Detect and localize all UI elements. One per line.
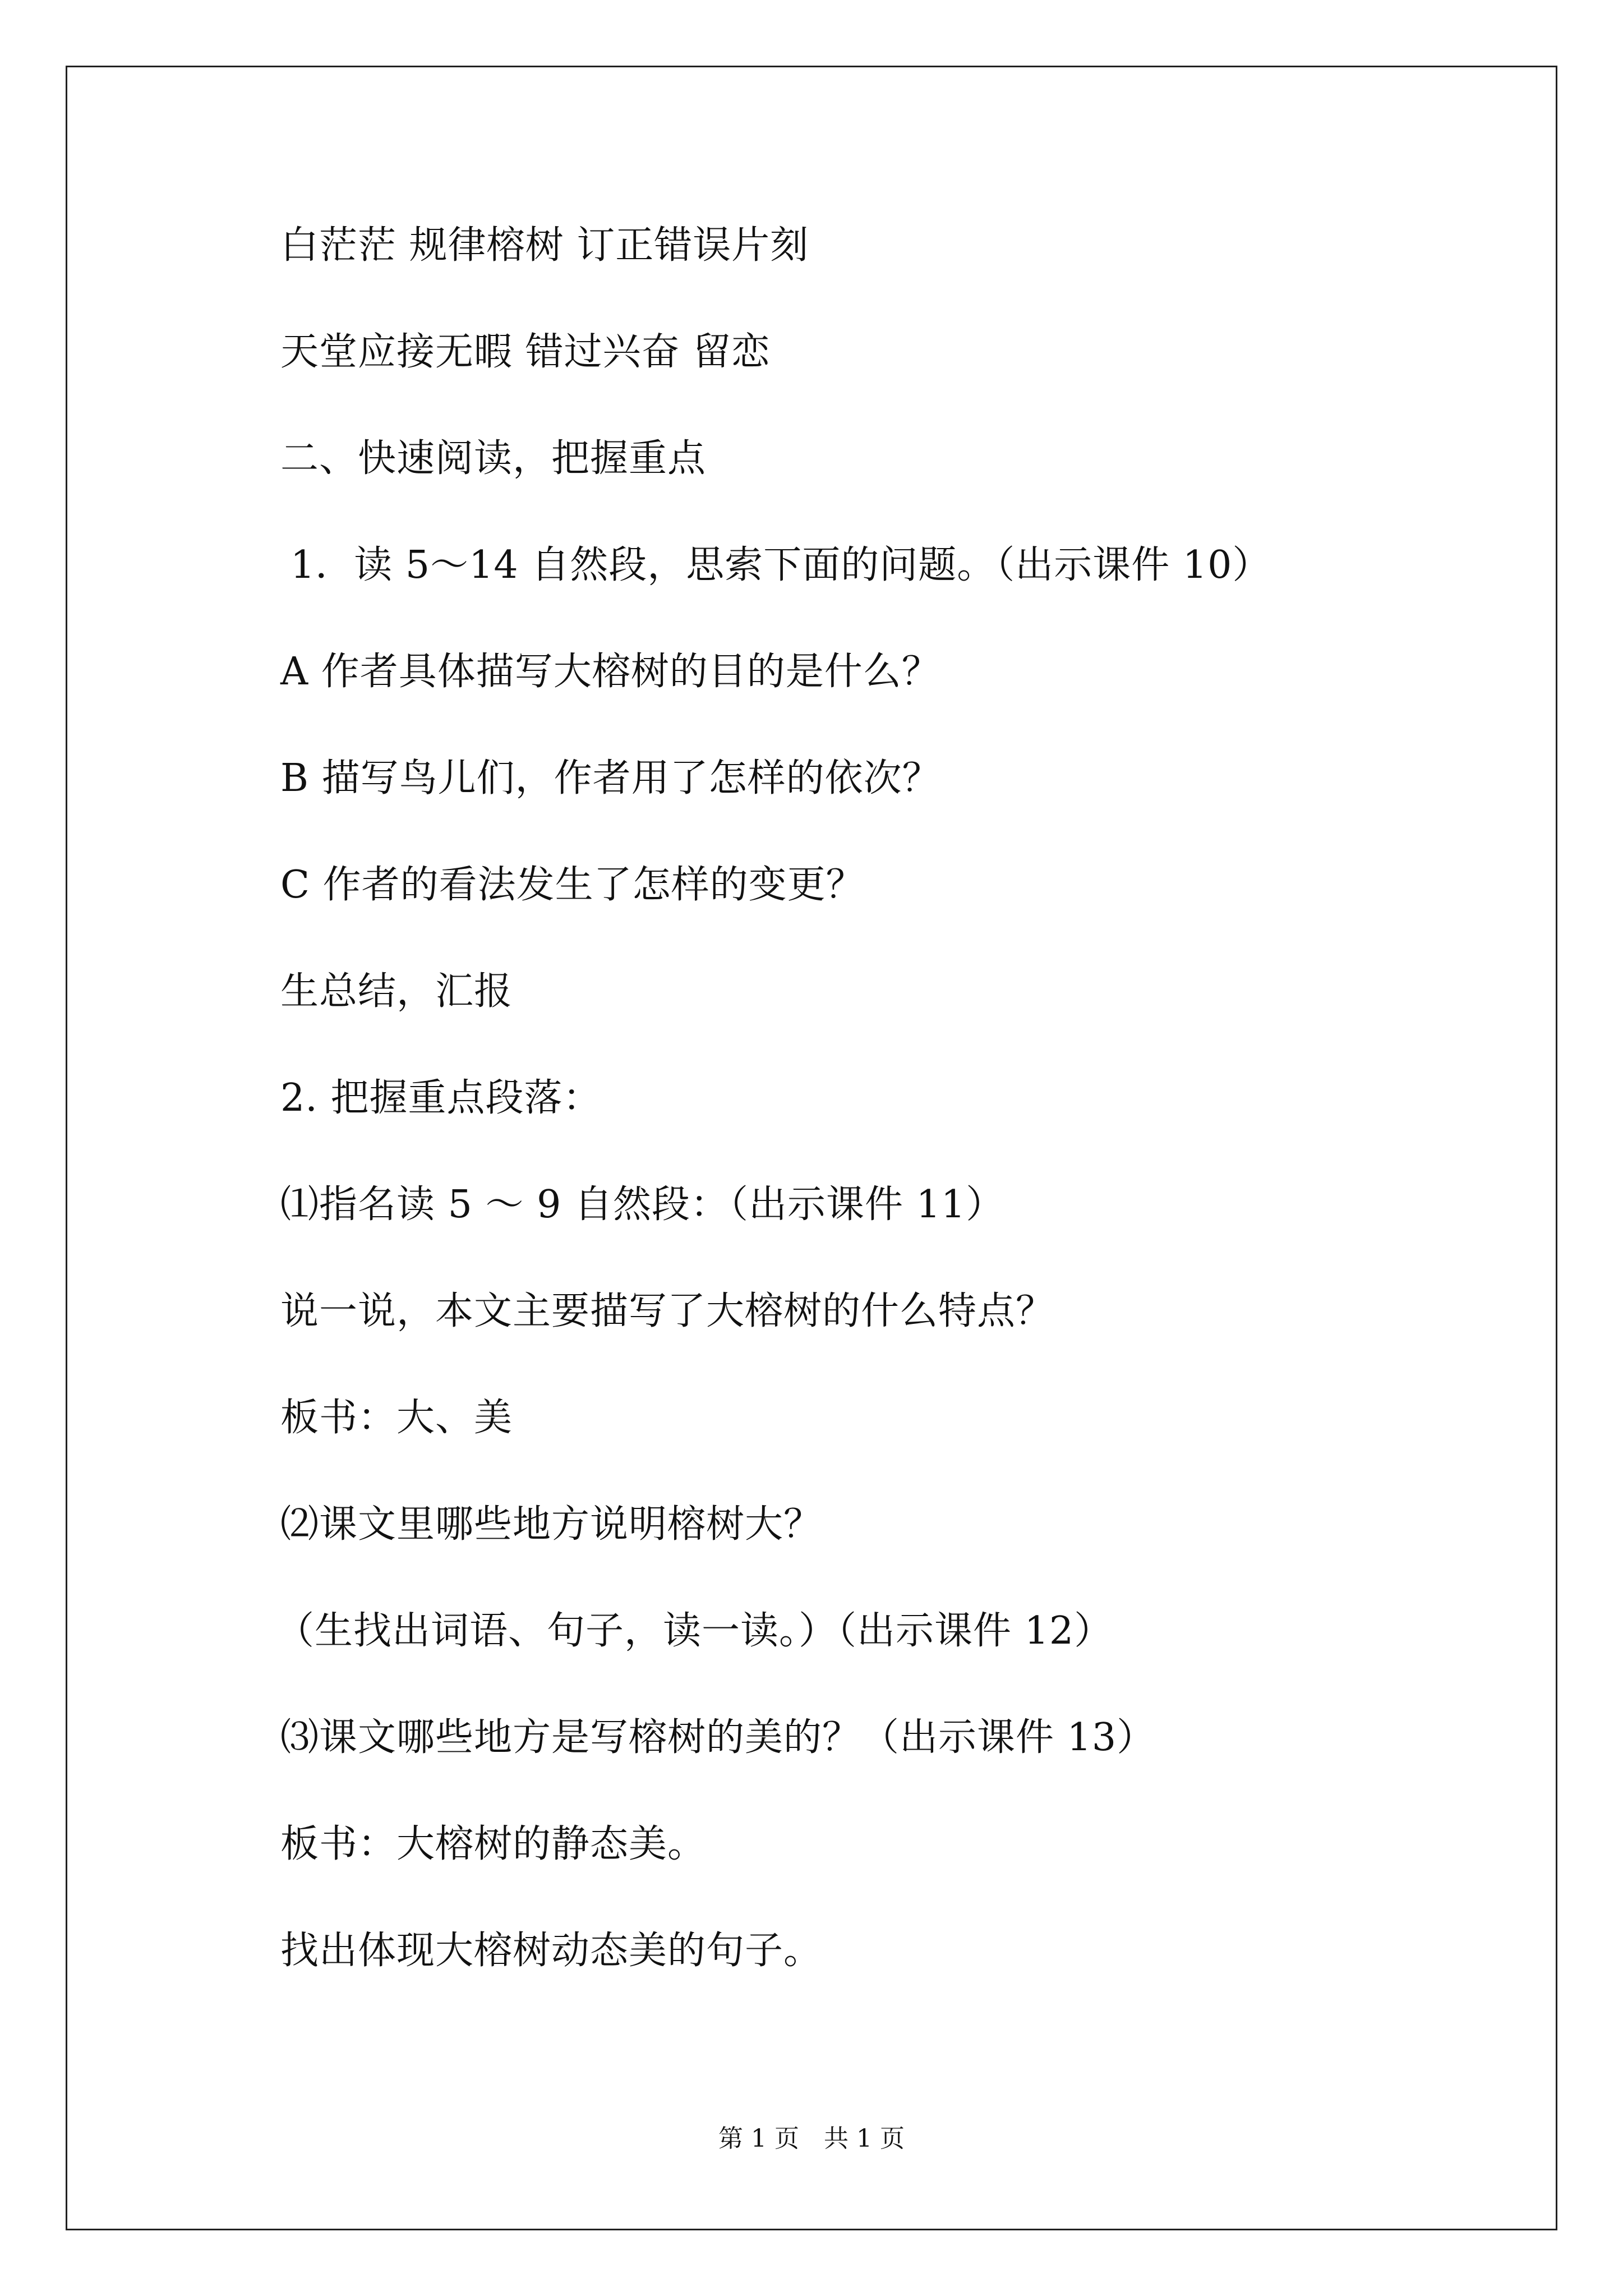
document-body (276, 223, 1458, 2035)
question-c: C 作者的看法发生了怎样的变更？ (280, 863, 865, 907)
board-note-1: 板书：大、美 (280, 1396, 513, 1440)
discussion-prompt: 说一说，本文主要描写了大榕树的什么特点？ (280, 1289, 1055, 1333)
step-1: ⑴指名读 5 ～ 9 自然段：（出示课件 11） (280, 1182, 1005, 1227)
vocab-line-1: 白茫茫 规律榕树 订正错误片刻 (280, 223, 809, 268)
page-footer: 第 1 页 共 1 页 (718, 2124, 905, 2153)
student-summary: 生总结，汇报 (280, 969, 513, 1014)
task-2-heading: 2. 把握重点段落： (280, 1076, 602, 1120)
question-b: B 描写鸟儿们，作者用了怎样的依次？ (280, 756, 941, 800)
board-note-2: 板书：大榕树的静态美。 (280, 1822, 707, 1866)
step-2-activity: （生找出词语、句子，读一读。）（出示课件 12） (276, 1609, 1113, 1653)
task-1: 1．读 5～14 自然段，思索下面的问题。（出示课件 10） (291, 543, 1271, 587)
step-2: ⑵课文里哪些地方说明榕树大？ (280, 1502, 823, 1547)
question-a: A 作者具体描写大榕树的目的是什么？ (280, 650, 940, 694)
section-heading: 二、快速阅读，把握重点 (280, 436, 707, 481)
final-task: 找出体现大榕树动态美的句子。 (280, 1929, 823, 1973)
step-3: ⑶课文哪些地方是写榕树的美的？（出示课件 13） (280, 1715, 1156, 1760)
vocab-line-2: 天堂应接无暇 错过兴奋 留恋 (280, 330, 771, 374)
